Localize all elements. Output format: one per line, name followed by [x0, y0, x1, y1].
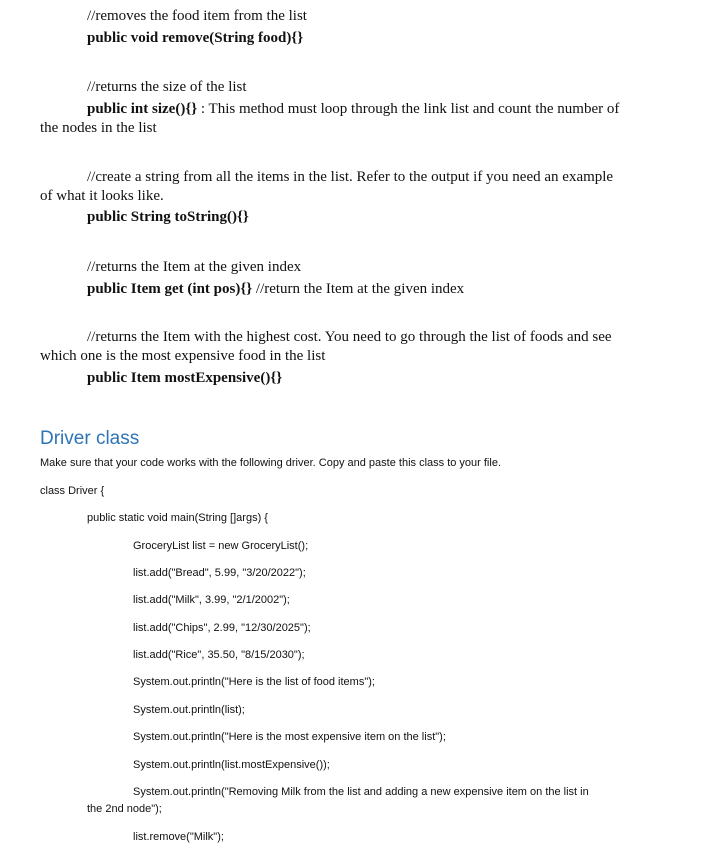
get-comment: //returns the Item at the given index — [87, 259, 302, 275]
code-line: list.add("Bread", 5.99, "3/20/2022"); — [133, 567, 306, 579]
tostring-comment: //create a string from all the items in the list. Refer to the output if you need an example — [87, 169, 614, 185]
most-expensive-signature: public Item mostExpensive(){} — [87, 370, 283, 386]
code-line: the 2nd node"); — [87, 803, 162, 815]
driver-heading: Driver class — [40, 428, 140, 449]
code-line: list.add("Milk", 3.99, "2/1/2002"); — [133, 594, 290, 606]
code-line: list.remove("Milk"); — [133, 831, 224, 843]
most-expensive-comment: //returns the Item with the highest cost. You need to go through the list of foods and see — [87, 329, 612, 345]
code-line: System.out.println("Removing Milk from the list and adding a new expensive item on the list in — [133, 786, 589, 798]
tostring-comment-cont: of what it looks like. — [40, 188, 164, 204]
remove-comment: //removes the food item from the list — [87, 8, 307, 24]
code-line: list.add("Chips", 2.99, "12/30/2025"); — [133, 622, 311, 634]
driver-main-decl: public static void main(String []args) { — [87, 512, 268, 524]
most-expensive-comment-cont: which one is the most expensive food in the list — [40, 348, 326, 364]
code-line: GroceryList list = new GroceryList(); — [133, 540, 309, 552]
code-line: list.add("Rice", 35.50, "8/15/2030"); — [133, 649, 305, 661]
driver-intro: Make sure that your code works with the following driver. Copy and paste this class to your file. — [40, 457, 501, 469]
code-line: System.out.println("Here is the list of food items"); — [133, 676, 375, 688]
remove-signature: public void remove(String food){} — [87, 30, 304, 46]
driver-class-decl: class Driver { — [40, 485, 105, 497]
get-line — [87, 280, 464, 298]
size-comment: //returns the size of the list — [87, 79, 247, 95]
tostring-signature: public String toString(){} — [87, 209, 249, 225]
get-trailing-comment: //return the Item at the given index — [252, 281, 465, 297]
code-line: System.out.println("Here is the most expensive item on the list"); — [133, 731, 446, 743]
get-signature: public Item get (int pos){} — [87, 281, 253, 297]
size-note: : This method must loop through the link list and count the number of — [197, 101, 620, 117]
size-line — [87, 100, 619, 118]
size-note-cont: the nodes in the list — [40, 120, 157, 136]
size-signature: public int size(){} — [87, 101, 198, 117]
code-line: System.out.println(list); — [133, 704, 245, 716]
code-line: System.out.println(list.mostExpensive()); — [133, 759, 330, 771]
